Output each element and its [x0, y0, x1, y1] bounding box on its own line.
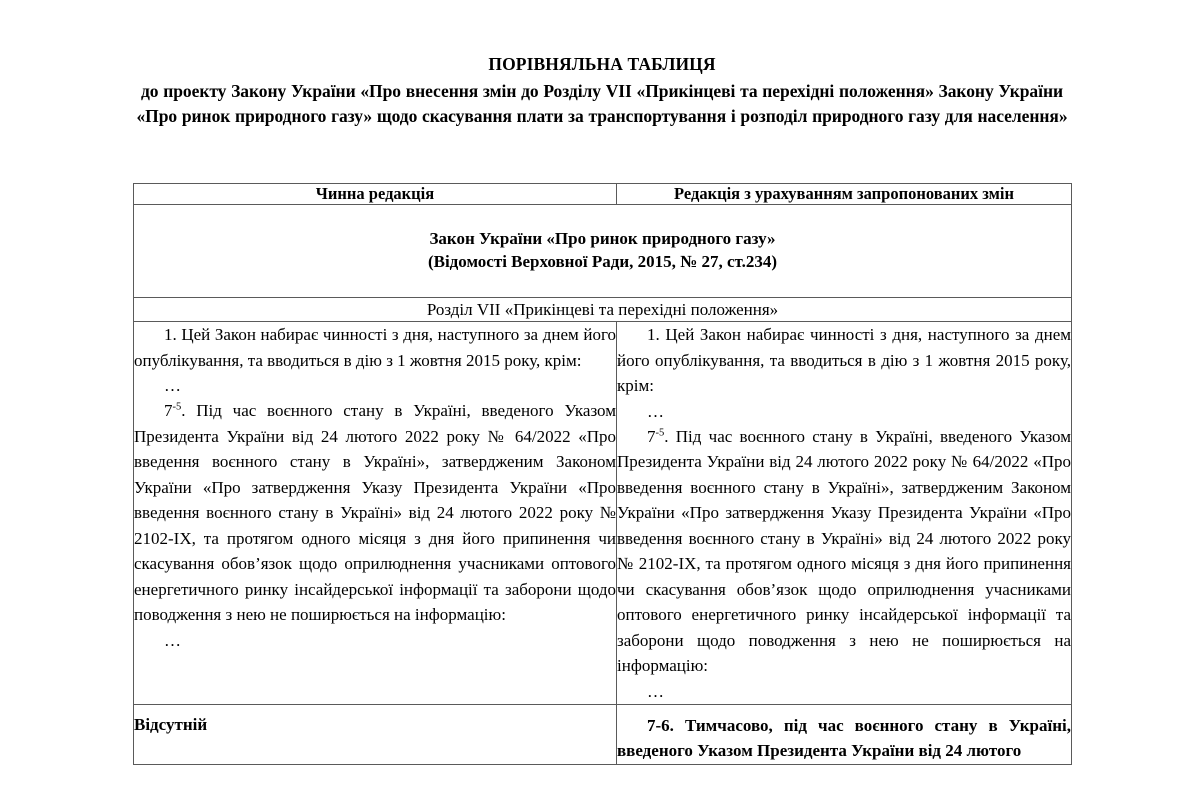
paragraph-1-right: 1. Цей Закон набирає чинності з дня, наступного за днем його опублікування, та вводиться в дію з 1 жовтня 2015 року, крім: — [617, 325, 1071, 395]
law-title-line1: Закон України «Про ринок природного газу» — [429, 229, 776, 248]
clause-number-left: 7 — [164, 401, 173, 420]
absent-cell — [134, 704, 617, 764]
clause-superscript-right: -5 — [655, 426, 665, 438]
ellipsis-right-1: … — [647, 401, 665, 421]
new-clause-cell — [617, 704, 1072, 764]
document-header — [133, 52, 1071, 129]
comparison-table — [133, 183, 1072, 765]
table-row — [134, 322, 1072, 705]
law-title-cell — [134, 205, 1072, 298]
page-title: ПОРІВНЯЛЬНА ТАБЛИЦЯ — [488, 54, 716, 74]
column-header-proposed-version: Редакція з урахуванням запропонованих змін — [617, 184, 1072, 205]
proposed-version-cell — [617, 322, 1072, 705]
clause-number-right: 7 — [647, 426, 656, 446]
clause-text-right: . Під час воєнного стану в Україні, введеного Указом Президента України від 24 лютого 2022 року № 64/2022 «Про введення воєнного стану в Україні», затвердженим Законом України «Про затвердження Указу Президента України «Про введення воєнного стану в Україні» від 24 лютого 2022 року № 2102-IX, та протягом одного місяця з дня його припинення чи скасування обов’язок щодо оприлюднення учасниками оптового енергетичного ринку інсайдерської інформації та заборони щодо поводження з нею не поширюється на інформацію: — [617, 426, 1071, 675]
law-title-line2: (Відомості Верховної Ради, 2015, № 27, ст.234) — [427, 252, 778, 271]
table-header-row — [134, 184, 1072, 205]
table-row — [134, 704, 1072, 764]
document-subtitle: до проекту Закону України «Про внесення змін до Розділу VII «Прикінцеві та перехідні положення» Закону України «Про ринок природного газу» щодо скасування плати за транспортування і розподіл природного газу для населення» — [136, 81, 1068, 126]
paragraph-1-left: 1. Цей Закон набирає чинності з дня, наступного за днем його опублікування, та вводиться в дію з 1 жовтня 2015 року, крім: — [134, 325, 616, 370]
ellipsis-left-1: … — [164, 376, 182, 395]
clause-text-left: . Під час воєнного стану в Україні, введеного Указом Президента України від 24 лютого 2022 року № 64/2022 «Про введення воєнного стану в Україні», затвердженим Законом України «Про затвердження Указу Президента України «Про введення воєнного стану в Україні» від 24 лютого 2022 року № 2102-IX, та протягом одного місяця з дня його припинення чи скасування обов’язок щодо оприлюднення учасниками оптового енергетичного ринку інсайдерської інформації та заборони щодо поводження з нею не поширюється на інформацію: — [134, 401, 616, 624]
clause-superscript-left: -5 — [172, 401, 182, 413]
ellipsis-left-2: … — [164, 630, 182, 650]
paragraph-7-6-right: 7-6. Тимчасово, під час воєнного стану в Україні, введеного Указом Президента України від 24 лютого — [617, 715, 1071, 760]
table-row-section-title — [134, 298, 1072, 322]
section-title-cell — [134, 298, 1072, 322]
absent-label: Відсутній — [134, 714, 208, 734]
ellipsis-right-2: … — [647, 681, 665, 701]
current-version-cell — [134, 322, 617, 705]
paragraph-7-5-right — [617, 424, 1071, 679]
paragraph-7-5-left — [134, 398, 616, 628]
section-title-line1: Розділ VII «Прикінцеві та перехідні положення» — [426, 300, 779, 319]
table-row-law-title — [134, 205, 1072, 298]
column-header-current-version: Чинна редакція — [134, 184, 617, 205]
